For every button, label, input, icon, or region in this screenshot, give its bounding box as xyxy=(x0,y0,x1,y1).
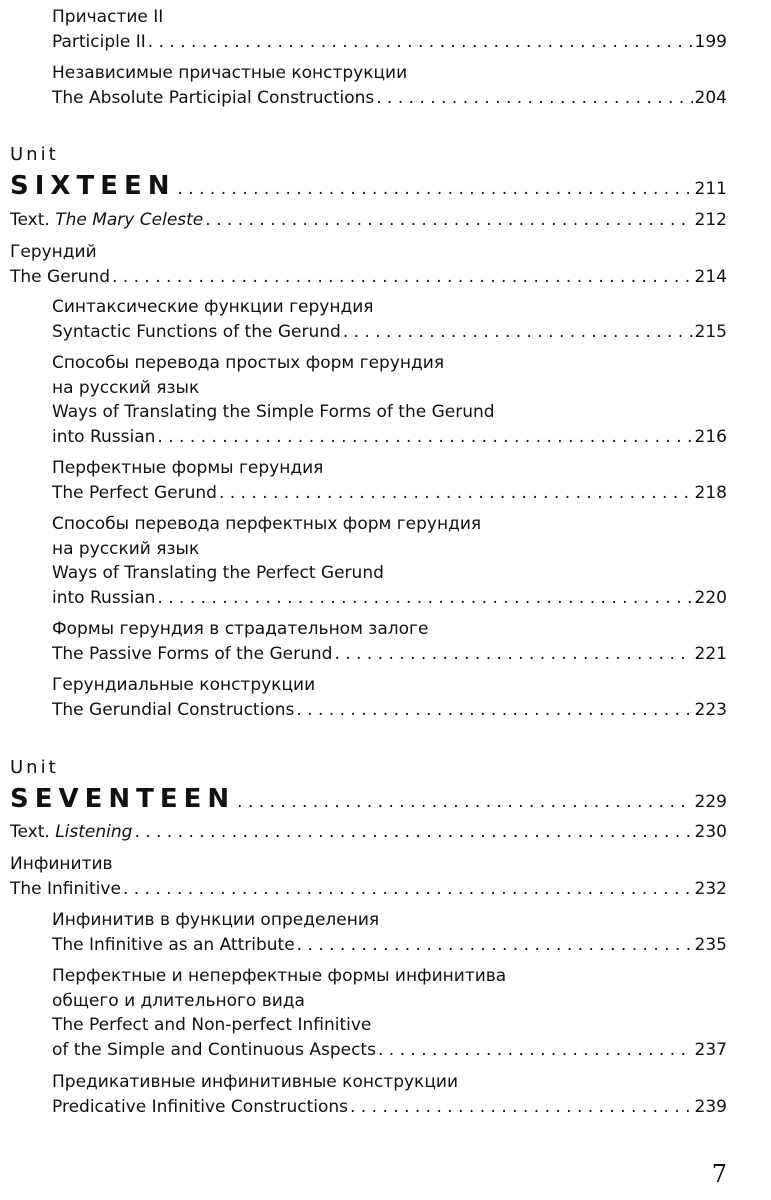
entry-ru: Способы перевода перфектных форм герундия xyxy=(52,514,482,534)
entry-page: 214 xyxy=(694,266,727,287)
entry-ru: Перфектные формы герундия xyxy=(52,458,324,478)
unit-label: Unit xyxy=(10,144,59,165)
entry-page: 221 xyxy=(694,643,727,664)
toc-entry-infinitive[interactable] xyxy=(10,852,727,901)
entry-en: The Perfect Gerund xyxy=(52,482,217,503)
entry-en: Ways of Translating the Perfect Gerund xyxy=(52,563,384,583)
text-entry-label xyxy=(10,208,203,233)
entry-ru: Герундиальные конструкции xyxy=(52,675,316,695)
entry-en: Syntactic Functions of the Gerund xyxy=(52,321,341,342)
entry-ru: Герундий xyxy=(10,242,97,262)
entry-page: 218 xyxy=(694,482,727,503)
leader-dots xyxy=(134,820,692,845)
unit-page: 229 xyxy=(694,792,727,812)
entry-en: The Gerund xyxy=(10,266,110,287)
entry-ru: Формы герундия в страдательном залоге xyxy=(52,619,429,639)
entry-en: Participle II xyxy=(52,31,146,52)
entry-page: 239 xyxy=(694,1096,727,1117)
unit-title: SEVENTEEN xyxy=(10,784,236,814)
unit-title: SIXTEEN xyxy=(10,171,176,201)
toc-entry-perfect-gerund[interactable] xyxy=(52,456,727,505)
entry-ru: Инфинитив xyxy=(10,854,113,874)
text-prefix: Text. xyxy=(10,822,56,842)
leader-dots xyxy=(177,173,692,202)
toc-entry-text-listening[interactable] xyxy=(10,820,727,845)
entry-en: of the Simple and Continuous Aspects xyxy=(52,1039,376,1060)
leader-dots xyxy=(350,1095,693,1120)
toc-entry-perfect-nonperfect-infinitive[interactable] xyxy=(52,964,727,1062)
unit-label: Unit xyxy=(10,757,59,778)
entry-ru: на русский язык xyxy=(52,377,200,398)
entry-ru: общего и длительного вида xyxy=(52,990,305,1011)
entry-ru: Предикативные инфинитивные конструкции xyxy=(52,1072,458,1092)
entry-ru: на русский язык xyxy=(52,538,200,559)
entry-ru: Способы перевода простых форм герундия xyxy=(52,353,445,373)
entry-page: 204 xyxy=(694,87,727,108)
leader-dots xyxy=(123,877,693,902)
toc-entry-translating-simple-gerund[interactable] xyxy=(52,351,727,449)
toc-entry-infinitive-attribute[interactable] xyxy=(52,908,727,957)
entry-page: 235 xyxy=(694,934,727,955)
entry-en: The Absolute Participial Constructions xyxy=(52,87,375,108)
entry-ru: Независимые причастные конструкции xyxy=(52,63,408,83)
leader-dots xyxy=(112,265,693,290)
leader-dots xyxy=(148,30,693,55)
entry-page: 230 xyxy=(694,822,727,842)
toc-entry-text-mary-celeste[interactable] xyxy=(10,208,727,233)
toc-entry-predicative-infinitive[interactable] xyxy=(52,1070,727,1119)
unit-page: 211 xyxy=(694,179,727,199)
entry-page: 212 xyxy=(694,210,727,230)
leader-dots xyxy=(219,481,693,506)
leader-dots xyxy=(296,698,692,723)
unit-heading-sixteen[interactable] xyxy=(10,170,727,202)
leader-dots xyxy=(237,786,692,815)
text-title: The Mary Celeste xyxy=(55,210,204,230)
leader-dots xyxy=(378,1038,693,1063)
text-title: Listening xyxy=(55,822,133,842)
entry-page: 199 xyxy=(694,31,727,52)
toc-entry-translating-perfect-gerund[interactable] xyxy=(52,512,727,610)
leader-dots xyxy=(205,208,692,233)
entry-page: 232 xyxy=(694,878,727,899)
entry-ru: Причастие II xyxy=(52,7,164,27)
entry-en: The Gerundial Constructions xyxy=(52,699,295,720)
page-number: 7 xyxy=(711,1160,727,1188)
entry-page: 223 xyxy=(694,699,727,720)
text-prefix: Text. xyxy=(10,210,56,230)
entry-en-line xyxy=(52,30,727,55)
unit-heading-seventeen[interactable] xyxy=(10,783,727,815)
entry-page: 237 xyxy=(694,1039,727,1060)
leader-dots xyxy=(334,642,692,667)
leader-dots xyxy=(157,425,692,450)
text-entry-label xyxy=(10,820,132,845)
leader-dots xyxy=(157,586,692,611)
entry-en: The Infinitive as an Attribute xyxy=(52,934,295,955)
entry-page: 215 xyxy=(694,321,727,342)
entry-en: into Russian xyxy=(52,426,156,447)
entry-en: Ways of Translating the Simple Forms of the Gerund xyxy=(52,402,495,422)
entry-en: The Passive Forms of the Gerund xyxy=(52,643,333,664)
leader-dots xyxy=(297,933,693,958)
entry-page: 220 xyxy=(694,587,727,608)
entry-en-line xyxy=(52,86,727,111)
entry-en: The Perfect and Non-perfect Infinitive xyxy=(52,1015,372,1035)
toc-entry-participle-ii[interactable] xyxy=(52,5,727,54)
entry-page: 216 xyxy=(694,426,727,447)
toc-entry-gerundial-constructions[interactable] xyxy=(52,673,727,722)
toc-entry-absolute-participial[interactable] xyxy=(52,61,727,110)
entry-en: into Russian xyxy=(52,587,156,608)
leader-dots xyxy=(343,320,693,345)
entry-en: The Infinitive xyxy=(10,878,121,899)
toc-entry-gerund[interactable] xyxy=(10,240,727,289)
entry-ru: Инфинитив в функции определения xyxy=(52,910,380,930)
entry-en: Predicative Infinitive Constructions xyxy=(52,1096,349,1117)
entry-ru: Перфектные и неперфектные формы инфинитива xyxy=(52,966,507,986)
entry-ru: Синтаксические функции герундия xyxy=(52,297,374,317)
toc-entry-passive-gerund[interactable] xyxy=(52,617,727,666)
leader-dots xyxy=(376,86,692,111)
toc-entry-syntactic-functions[interactable] xyxy=(52,295,727,344)
